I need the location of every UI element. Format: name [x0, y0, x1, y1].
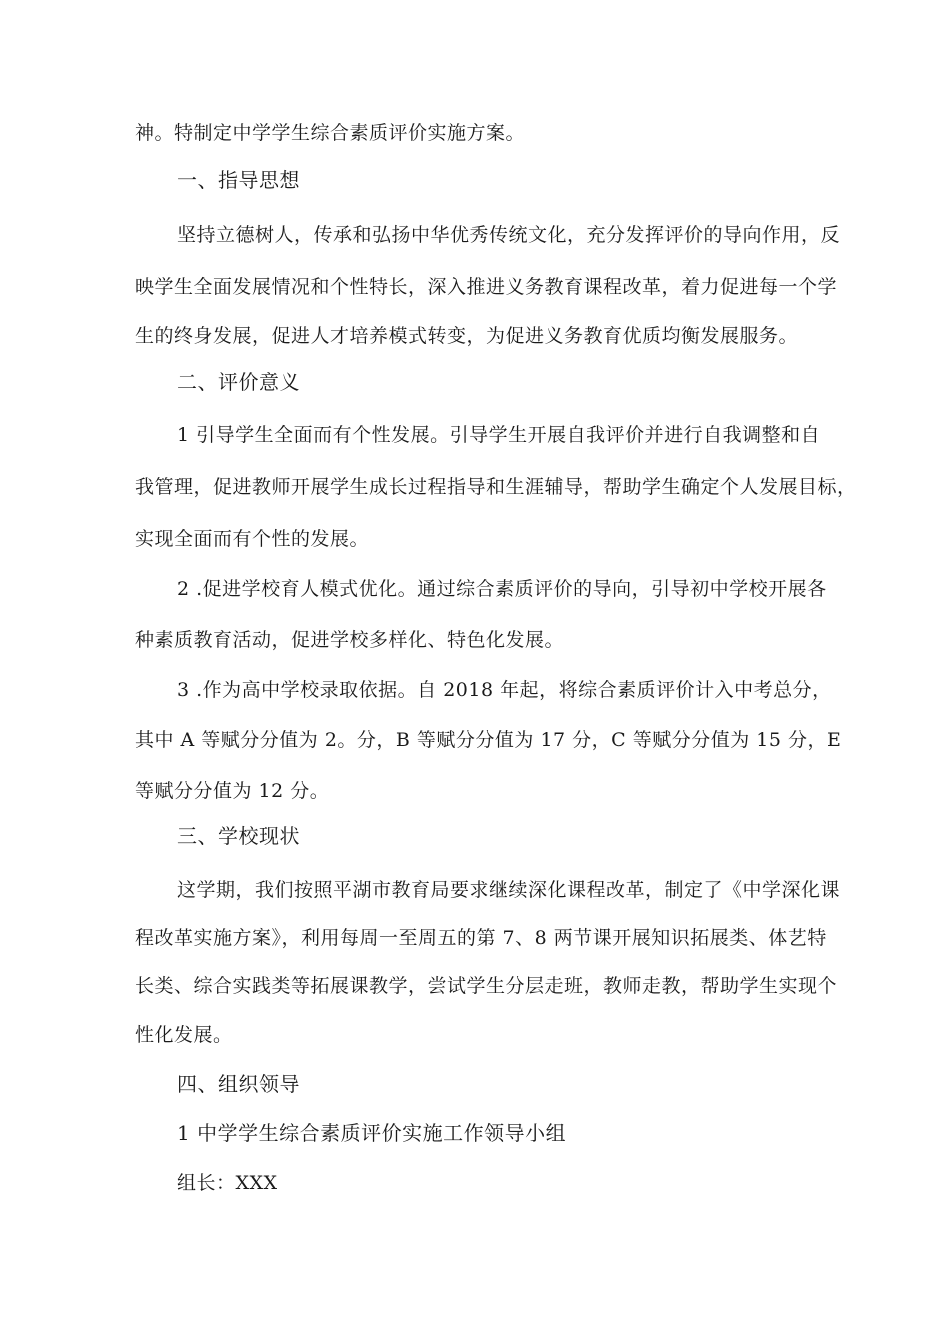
section2-item2-line-1: 2 .促进学校育人模式优化。通过综合素质评价的导向，引导初中学校开展各 — [177, 578, 827, 600]
section3-line-3: 长类、综合实践类等拓展课教学，尝试学生分层走班，教师走教，帮助学生实现个 — [135, 975, 838, 997]
section4-subheading: 1 中学学生综合素质评价实施工作领导小组 — [177, 1121, 567, 1145]
section2-item1-line-1: 1 引导学生全面而有个性发展。引导学生开展自我评价并进行自我调整和自 — [177, 424, 821, 446]
section2-item1-line-2: 我管理，促进教师开展学生成长过程指导和生涯辅导，帮助学生确定个人发展目标， — [135, 476, 857, 498]
section1-heading: 一、指导思想 — [177, 168, 300, 192]
section2-item2-line-2: 种素质教育活动，促进学校多样化、特色化发展。 — [135, 629, 565, 651]
section1-line-3: 生的终身发展，促进人才培养模式转变，为促进义务教育优质均衡发展服务。 — [135, 325, 799, 347]
section2-item3-line-1: 3 .作为高中学校录取依据。自 2018 年起，将综合素质评价计入中考总分， — [177, 679, 832, 701]
section3-line-1: 这学期，我们按照平湖市教育局要求继续深化课程改革，制定了《中学深化课 — [177, 879, 841, 901]
section2-item3-line-2: 其中 A 等赋分分值为 2。分，B 等赋分分值为 17 分，C 等赋分分值为 15 分，E — [135, 729, 842, 751]
section3-line-4: 性化发展。 — [135, 1024, 233, 1046]
section3-heading: 三、学校现状 — [177, 824, 300, 848]
section1-line-2: 映学生全面发展情况和个性特长，深入推进义务教育课程改革，着力促进每一个学 — [135, 276, 838, 298]
section4-heading: 四、组织领导 — [177, 1072, 300, 1096]
section1-line-1: 坚持立德树人，传承和弘扬中华优秀传统文化，充分发挥评价的导向作用，反 — [177, 224, 841, 246]
intro-tail-line: 神。特制定中学学生综合素质评价实施方案。 — [135, 122, 526, 144]
leader-line: 组长：XXX — [177, 1172, 278, 1194]
section3-line-2: 程改革实施方案》，利用每周一至周五的第 7、8 两节课开展知识拓展类、体艺特 — [135, 927, 827, 949]
section2-heading: 二、评价意义 — [177, 370, 300, 394]
section2-item3-line-3: 等赋分分值为 12 分。 — [135, 780, 330, 802]
section2-item1-line-3: 实现全面而有个性的发展。 — [135, 528, 370, 550]
